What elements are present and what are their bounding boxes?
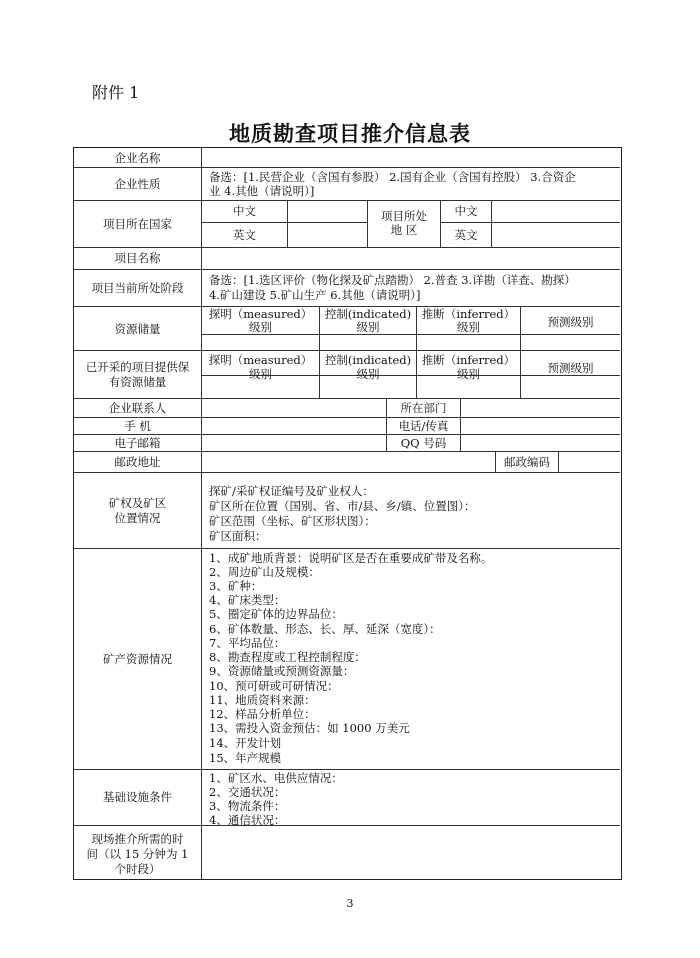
exploited-predicted: 预测级别 — [547, 361, 594, 375]
row-line — [74, 200, 620, 201]
exploited-indicated-line2: 级别 — [356, 367, 380, 381]
exploited-indicated-line1: 控制(indicated) — [324, 353, 412, 367]
label-time-needed-line2: 间（以 15 分钟为 1 — [86, 847, 189, 861]
label-mobile: 手 机 — [124, 419, 151, 433]
mineral-resources-item: 13、需投入资金预估：如 1000 万美元 — [209, 721, 410, 735]
row-line — [202, 222, 367, 223]
label-region-line2: 地 区 — [390, 223, 418, 237]
company-nature-options-line1: 备选：[1.民营企业（含国有参股） 2.国有企业（含国有控股） 3.合资企 — [209, 170, 576, 184]
reserves-measured-line2: 级别 — [249, 320, 272, 334]
mineral-resources-item: 6、矿体数量、形态、长、厚、延深（宽度）： — [209, 622, 441, 636]
row-line — [74, 451, 620, 452]
label-department: 所在部门 — [400, 401, 447, 415]
mineral-resources-item: 2、周边矿山及规模： — [209, 565, 320, 579]
mineral-resources-item: 15、年产规模 — [209, 751, 282, 765]
infrastructure-item: 4、通信状况： — [209, 813, 286, 827]
exploited-measured-line2: 级别 — [249, 367, 272, 381]
infrastructure-item: 1、矿区水、电供应情况： — [209, 771, 343, 785]
label-mining-rights-line1: 矿权及矿区 — [108, 496, 167, 510]
label-email: 电子邮箱 — [114, 436, 161, 450]
info-table — [73, 147, 622, 880]
mineral-resources-item: 1、成矿地质背景：说明矿区是否在重要成矿带及名称。 — [209, 551, 493, 565]
label-project-stage: 项目当前所处阶段 — [91, 281, 184, 295]
label-postal-code: 邮政编码 — [504, 455, 550, 469]
label-exploited-line2: 有资源储量 — [108, 375, 167, 389]
mining-rights-item: 探矿/采矿权证编号及矿业权人： — [209, 484, 374, 498]
mineral-resources-item: 11、地质资料来源： — [209, 693, 316, 707]
mineral-resources-item: 12、样品分析单位： — [209, 707, 316, 721]
row-line — [74, 769, 620, 770]
annex-label: 附件 1 — [92, 83, 140, 102]
mining-rights-item: 矿区面积： — [209, 529, 267, 543]
stage-options-line1: 备选：[1.选区评价（物化探及矿点踏勘） 2.普查 3.详勘（详查、勘探） — [209, 273, 576, 287]
country-lang-en: 英文 — [233, 228, 256, 242]
reserves-inferred-line2: 级别 — [457, 320, 480, 334]
page-title: 地质勘查项目推介信息表 — [229, 121, 471, 146]
mineral-resources-item: 8、勘查程度或工程控制程度： — [209, 650, 366, 664]
label-country: 项目所在国家 — [103, 217, 172, 231]
reserves-inferred-line1: 推断（inferred） — [421, 307, 516, 321]
mining-rights-item: 矿区范围（坐标、矿区形状图）： — [209, 514, 376, 528]
row-line — [74, 167, 620, 168]
infrastructure-item: 3、物流条件： — [209, 799, 286, 813]
page-number: 3 — [346, 897, 354, 910]
col-line — [460, 398, 461, 451]
mineral-resources-item: 4、矿床类型： — [209, 593, 286, 607]
row-line — [74, 434, 620, 435]
row-line — [440, 222, 620, 223]
label-qq: QQ 号码 — [400, 436, 447, 450]
region-lang-cn: 中文 — [454, 204, 478, 218]
stage-options-line2: 4.矿山建设 5.矿山生产 6.其他（请说明）] — [209, 288, 421, 302]
label-mining-rights-line2: 位置情况 — [114, 511, 161, 525]
country-lang-cn: 中文 — [233, 204, 256, 218]
mineral-resources-item: 9、资源储量或预测资源量： — [209, 664, 355, 678]
col-line — [287, 200, 288, 247]
mineral-resources-item: 3、矿种： — [209, 579, 263, 593]
label-time-needed-line1: 现场推介所需的时 — [91, 832, 184, 846]
label-reserves: 资源储量 — [114, 322, 161, 336]
label-company-name: 企业名称 — [114, 151, 161, 165]
row-line — [74, 398, 620, 399]
row-line — [74, 269, 620, 270]
label-project-name: 项目名称 — [114, 251, 161, 265]
mineral-resources-item: 10、预可研或可研情况： — [209, 679, 339, 693]
col-line — [558, 451, 559, 472]
label-postal-address: 邮政地址 — [114, 455, 161, 469]
reserves-indicated-line2: 级别 — [356, 320, 380, 334]
row-line — [74, 548, 620, 549]
row-line — [74, 472, 620, 473]
row-line — [74, 247, 620, 248]
col-line — [201, 148, 202, 879]
label-phone-fax: 电话/传真 — [398, 419, 449, 433]
label-time-needed-line3: 个时段） — [114, 862, 161, 876]
label-mineral-resources: 矿产资源情况 — [103, 652, 172, 666]
reserves-measured-line1: 探明（measured） — [208, 307, 313, 321]
mineral-resources-item: 14、开发计划 — [209, 736, 282, 750]
company-nature-options-line2: 业 4.其他（请说明）] — [209, 184, 315, 198]
label-region-line1: 项目所处 — [381, 209, 427, 223]
mineral-resources-item: 5、圈定矿体的边界品位： — [209, 607, 343, 621]
row-line — [74, 417, 620, 418]
region-lang-en: 英文 — [454, 228, 478, 242]
label-contact: 企业联系人 — [108, 401, 167, 415]
col-line — [491, 200, 492, 247]
mining-rights-item: 矿区所在位置（国别、省、市/县、乡/镇、位置图）： — [209, 499, 476, 513]
exploited-measured-line1: 探明（measured） — [208, 353, 313, 367]
reserves-predicted: 预测级别 — [547, 315, 594, 329]
label-infrastructure: 基础设施条件 — [103, 790, 172, 804]
infrastructure-item: 2、交通状况： — [209, 785, 286, 799]
row-line — [74, 350, 620, 351]
row-line — [202, 334, 620, 335]
reserves-indicated-line1: 控制(indicated) — [324, 307, 412, 321]
label-company-nature: 企业性质 — [114, 177, 161, 191]
row-line — [74, 825, 620, 826]
exploited-inferred-line2: 级别 — [457, 367, 480, 381]
mineral-resources-item: 7、平均品位： — [209, 636, 286, 650]
exploited-inferred-line1: 推断（inferred） — [421, 353, 516, 367]
label-exploited-line1: 已开采的项目提供保 — [85, 360, 190, 374]
